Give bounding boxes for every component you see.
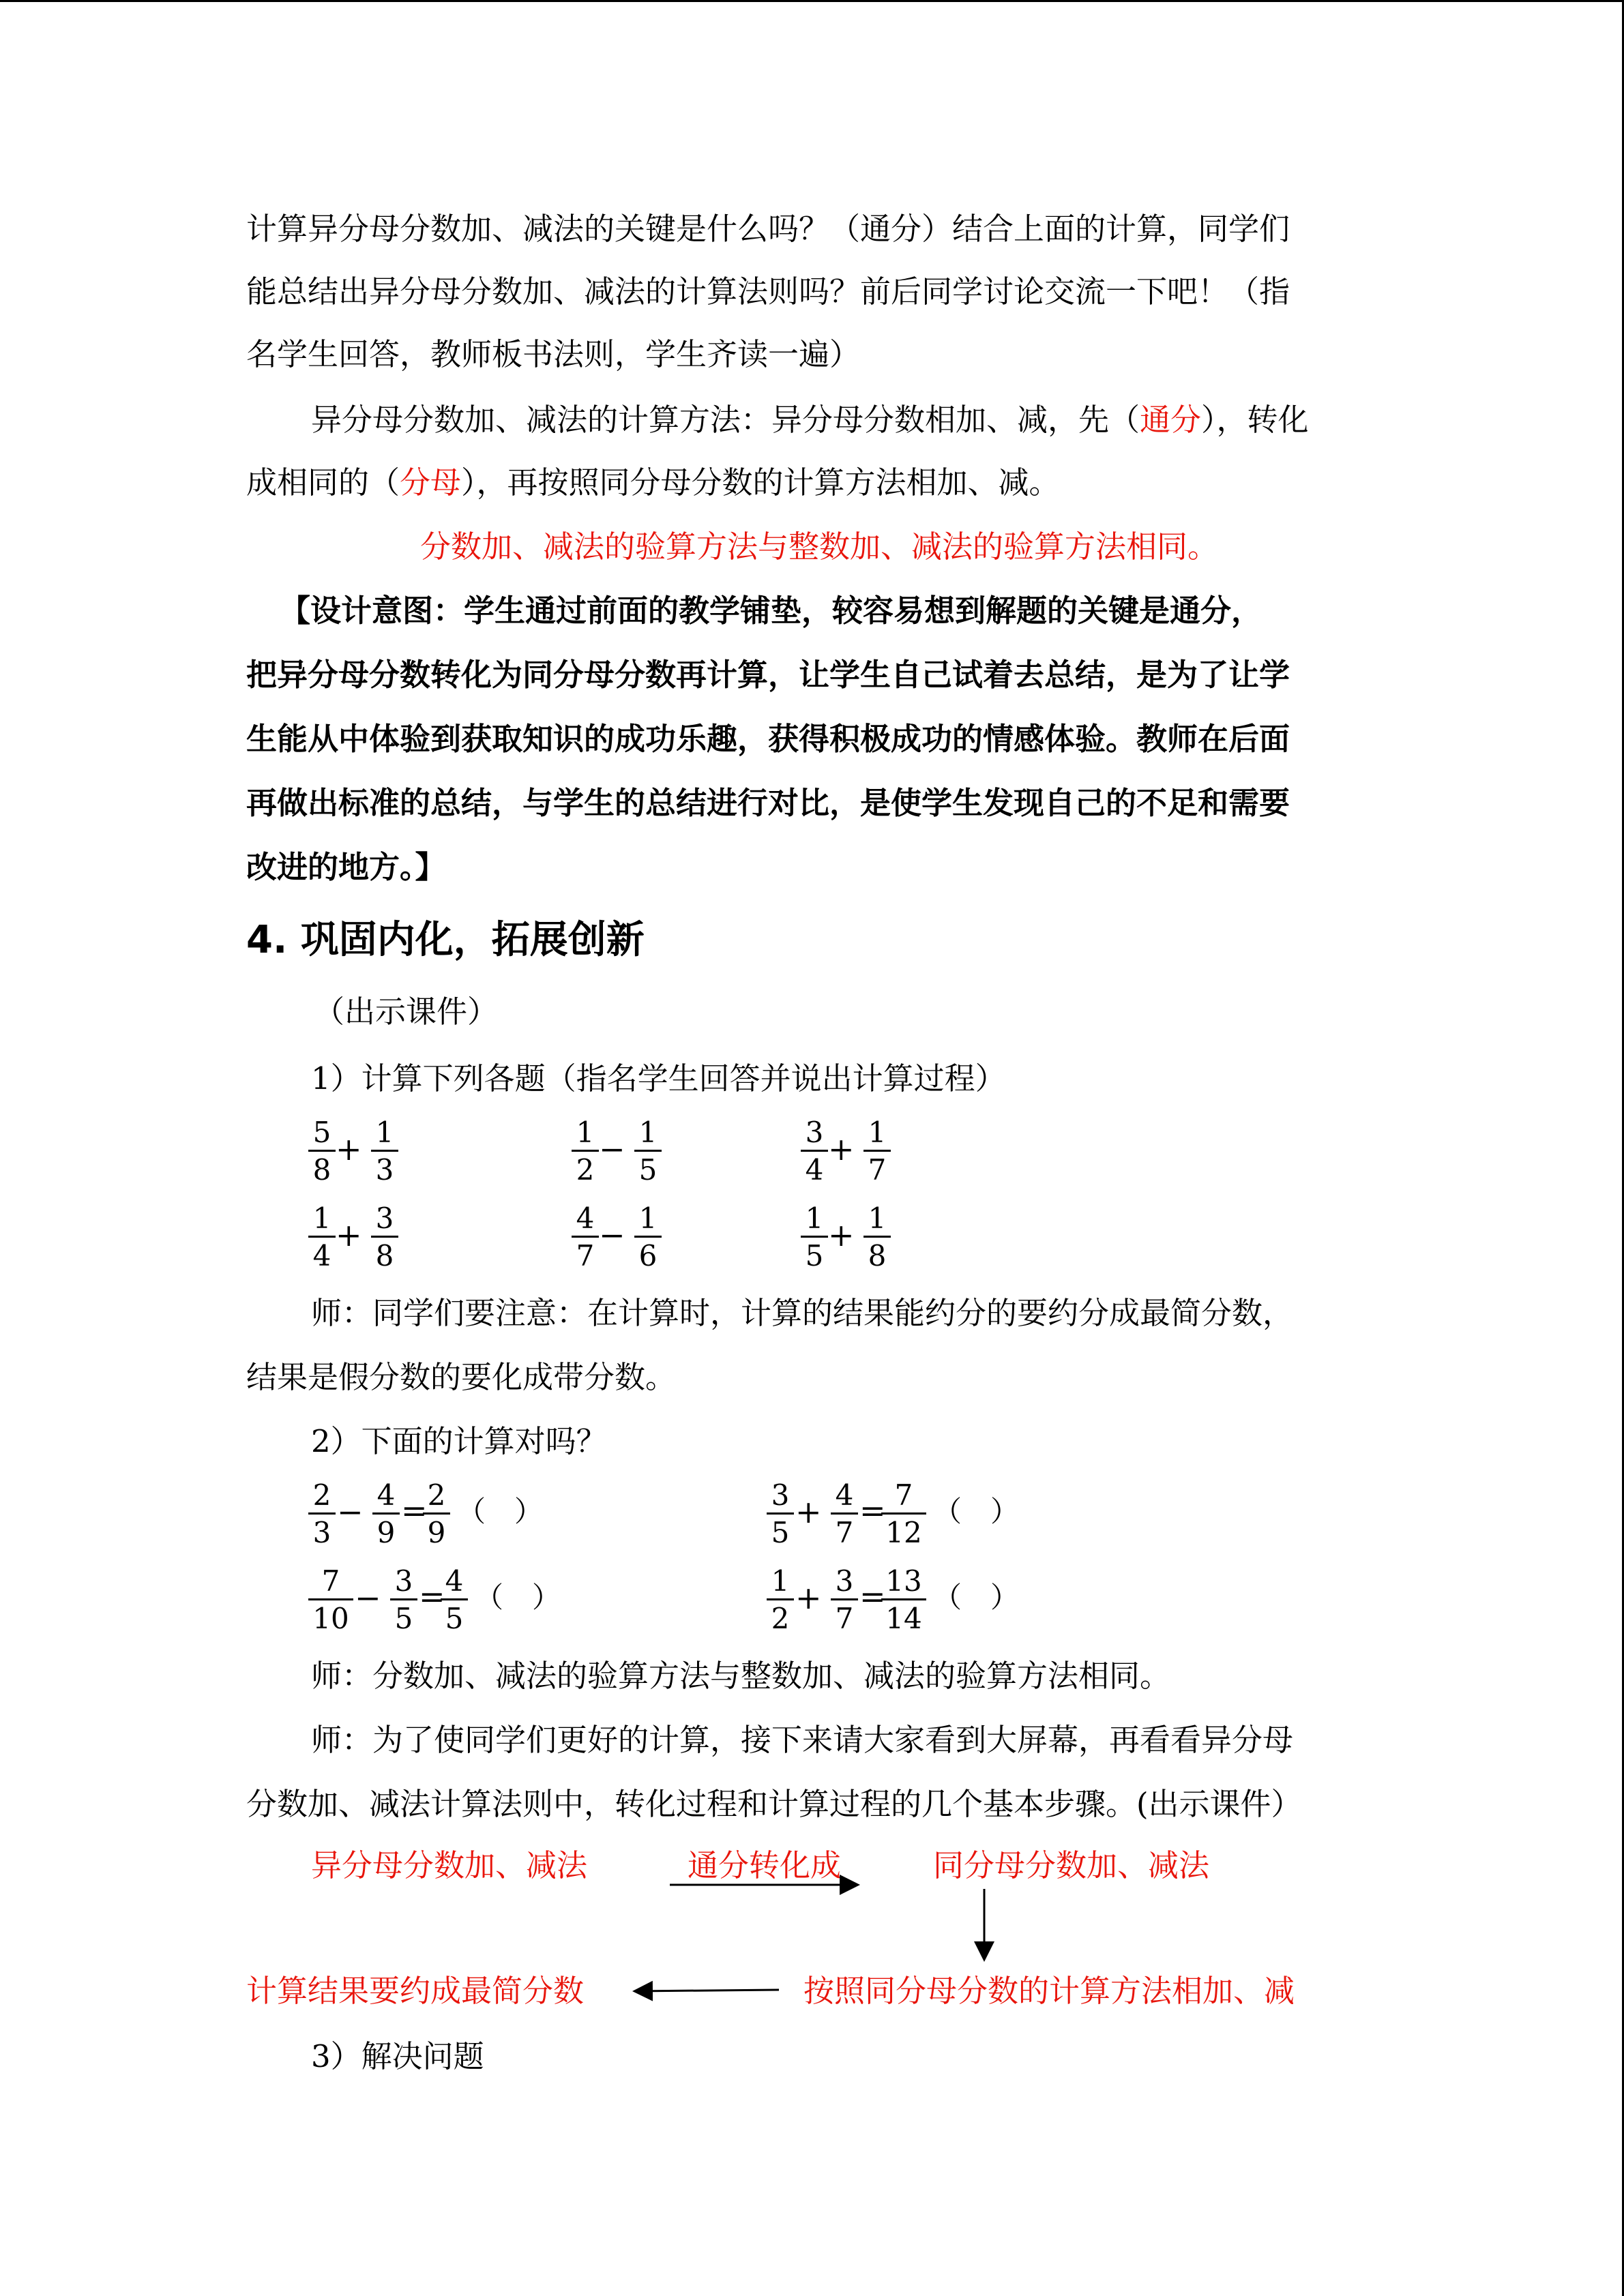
answer-blank: （ ）	[475, 1581, 561, 1614]
teacher-note-line: 结果是假分数的要化成带分数。	[246, 1359, 677, 1395]
design-intent-line: 再做出标准的总结，与学生的总结进行对比，是使学生发现自己的不足和需要	[246, 785, 1290, 821]
show-courseware: （出示课件）	[314, 994, 499, 1030]
paragraph-line: 名学生回答，教师板书法则，学生齐读一遍）	[246, 336, 861, 372]
task3-title: 3）解决问题	[311, 2038, 484, 2074]
paragraph-line: 能总结出异分母分数加、减法的计算法则吗？前后同学讨论交流一下吧！（指	[246, 273, 1290, 310]
numerator: 1	[801, 1202, 828, 1238]
operator: =	[419, 1578, 445, 1615]
numerator: 1	[371, 1116, 398, 1152]
design-intent-line: 把异分母分数转化为同分母分数再计算，让学生自己试着去总结，是为了让学	[246, 657, 1290, 693]
rule-text: 成相同的（	[246, 464, 400, 501]
flow-arrow-label: 通分转化成	[688, 1847, 842, 1883]
task1-title: 1）计算下列各题（指名学生回答并说出计算过程）	[311, 1060, 1006, 1097]
answer-blank: （ ）	[933, 1495, 1020, 1528]
denominator: 7	[835, 1602, 854, 1635]
denominator: 4	[312, 1239, 331, 1272]
denominator: 5	[805, 1239, 824, 1272]
answer-blank: （ ）	[457, 1495, 544, 1528]
numerator: 4	[831, 1478, 858, 1515]
design-intent-line: 【设计意图：学生通过前面的教学铺垫，较容易想到解题的关键是通分，	[280, 593, 1263, 629]
flow-step-compute: 按照同分母分数的计算方法相加、减	[803, 1973, 1295, 2009]
denominator: 2	[771, 1602, 790, 1635]
numerator: 1	[634, 1116, 662, 1152]
operator: +	[336, 1131, 362, 1167]
denominator: 7	[868, 1153, 887, 1187]
design-intent-line: 改进的地方。】	[246, 849, 446, 885]
numerator: 13	[881, 1564, 926, 1600]
rule-text: ），再按照同分母分数的计算方法相加、减。	[461, 464, 1060, 501]
denominator: 3	[312, 1516, 331, 1549]
operator: −	[599, 1131, 625, 1167]
denominator: 5	[445, 1602, 464, 1635]
denominator: 7	[576, 1239, 595, 1272]
numerator: 3	[767, 1478, 794, 1515]
operator: =	[859, 1492, 886, 1529]
denominator: 4	[805, 1153, 824, 1187]
denominator: 8	[868, 1239, 887, 1272]
denominator: 5	[394, 1602, 413, 1635]
denominator: 14	[885, 1602, 922, 1635]
numerator: 4	[372, 1478, 400, 1515]
numerator: 4	[572, 1202, 599, 1238]
numerator: 1	[863, 1116, 891, 1152]
teacher-note-line: 师：为了使同学们更好的计算，接下来请大家看到大屏幕，再看看异分母	[311, 1722, 1294, 1758]
numerator: 4	[441, 1564, 468, 1600]
denominator: 5	[771, 1516, 790, 1549]
answer-blank: （ ）	[933, 1581, 1020, 1614]
denominator: 5	[638, 1153, 658, 1187]
rule-highlight: 分母	[400, 464, 462, 501]
operator: +	[795, 1579, 822, 1616]
numerator: 2	[308, 1478, 336, 1515]
operator: =	[401, 1492, 428, 1529]
denominator: 9	[427, 1516, 446, 1549]
numerator: 5	[308, 1116, 336, 1152]
operator: −	[599, 1217, 625, 1253]
denominator: 3	[375, 1153, 394, 1187]
denominator: 7	[835, 1516, 854, 1549]
numerator: 2	[423, 1478, 450, 1515]
teacher-note-line: 师：同学们要注意：在计算时，计算的结果能约分的要约分成最简分数，	[311, 1295, 1294, 1331]
denominator: 10	[312, 1602, 349, 1635]
arrow-left	[634, 1990, 779, 1991]
numerator: 3	[801, 1116, 828, 1152]
numerator: 3	[831, 1564, 858, 1600]
denominator: 9	[377, 1516, 396, 1549]
operator: +	[795, 1493, 822, 1530]
rule-text: 异分母分数加、减法的计算方法：异分母分数相加、减，先（	[311, 402, 1140, 438]
teacher-note-line: 分数加、减法计算法则中，转化过程和计算过程的几个基本步骤。(出示课件）	[246, 1786, 1302, 1822]
numerator: 1	[863, 1202, 891, 1238]
denominator: 8	[375, 1239, 394, 1272]
flow-step-simplify: 计算结果要约成最简分数	[246, 1973, 585, 2009]
operator: +	[336, 1217, 362, 1253]
operator: −	[337, 1493, 364, 1530]
operator: +	[828, 1131, 855, 1167]
section-heading: 4. 巩固内化，拓展创新	[246, 918, 645, 962]
numerator: 7	[881, 1478, 926, 1515]
flow-step-unlike-denominators: 异分母分数加、减法	[311, 1847, 588, 1883]
numerator: 1	[308, 1202, 336, 1238]
flow-step-like-denominators: 同分母分数加、减法	[933, 1847, 1210, 1883]
denominator: 12	[885, 1516, 922, 1549]
denominator: 6	[638, 1239, 658, 1272]
task2-title: 2）下面的计算对吗？	[311, 1423, 607, 1459]
numerator: 3	[390, 1564, 417, 1600]
operator: =	[859, 1578, 886, 1615]
paragraph-line: 计算异分母分数加、减法的关键是什么吗？（通分）结合上面的计算，同学们	[246, 211, 1290, 247]
rule-text: ），转化	[1201, 402, 1309, 438]
numerator: 1	[572, 1116, 599, 1152]
operator: +	[828, 1217, 855, 1253]
denominator: 8	[312, 1153, 331, 1187]
numerator: 7	[308, 1564, 353, 1600]
teacher-note-line: 师：分数加、减法的验算方法与整数加、减法的验算方法相同。	[311, 1658, 1171, 1694]
rule-highlight: 通分	[1140, 402, 1202, 438]
operator: −	[355, 1579, 381, 1616]
numerator: 1	[634, 1202, 662, 1238]
numerator: 1	[767, 1564, 794, 1600]
design-intent-line: 生能从中体验到获取知识的成功乐趣，获得积极成功的情感体验。教师在后面	[246, 721, 1290, 757]
numerator: 3	[371, 1202, 398, 1238]
denominator: 2	[576, 1153, 595, 1187]
check-method-line: 分数加、减法的验算方法与整数加、减法的验算方法相同。	[420, 528, 1219, 565]
